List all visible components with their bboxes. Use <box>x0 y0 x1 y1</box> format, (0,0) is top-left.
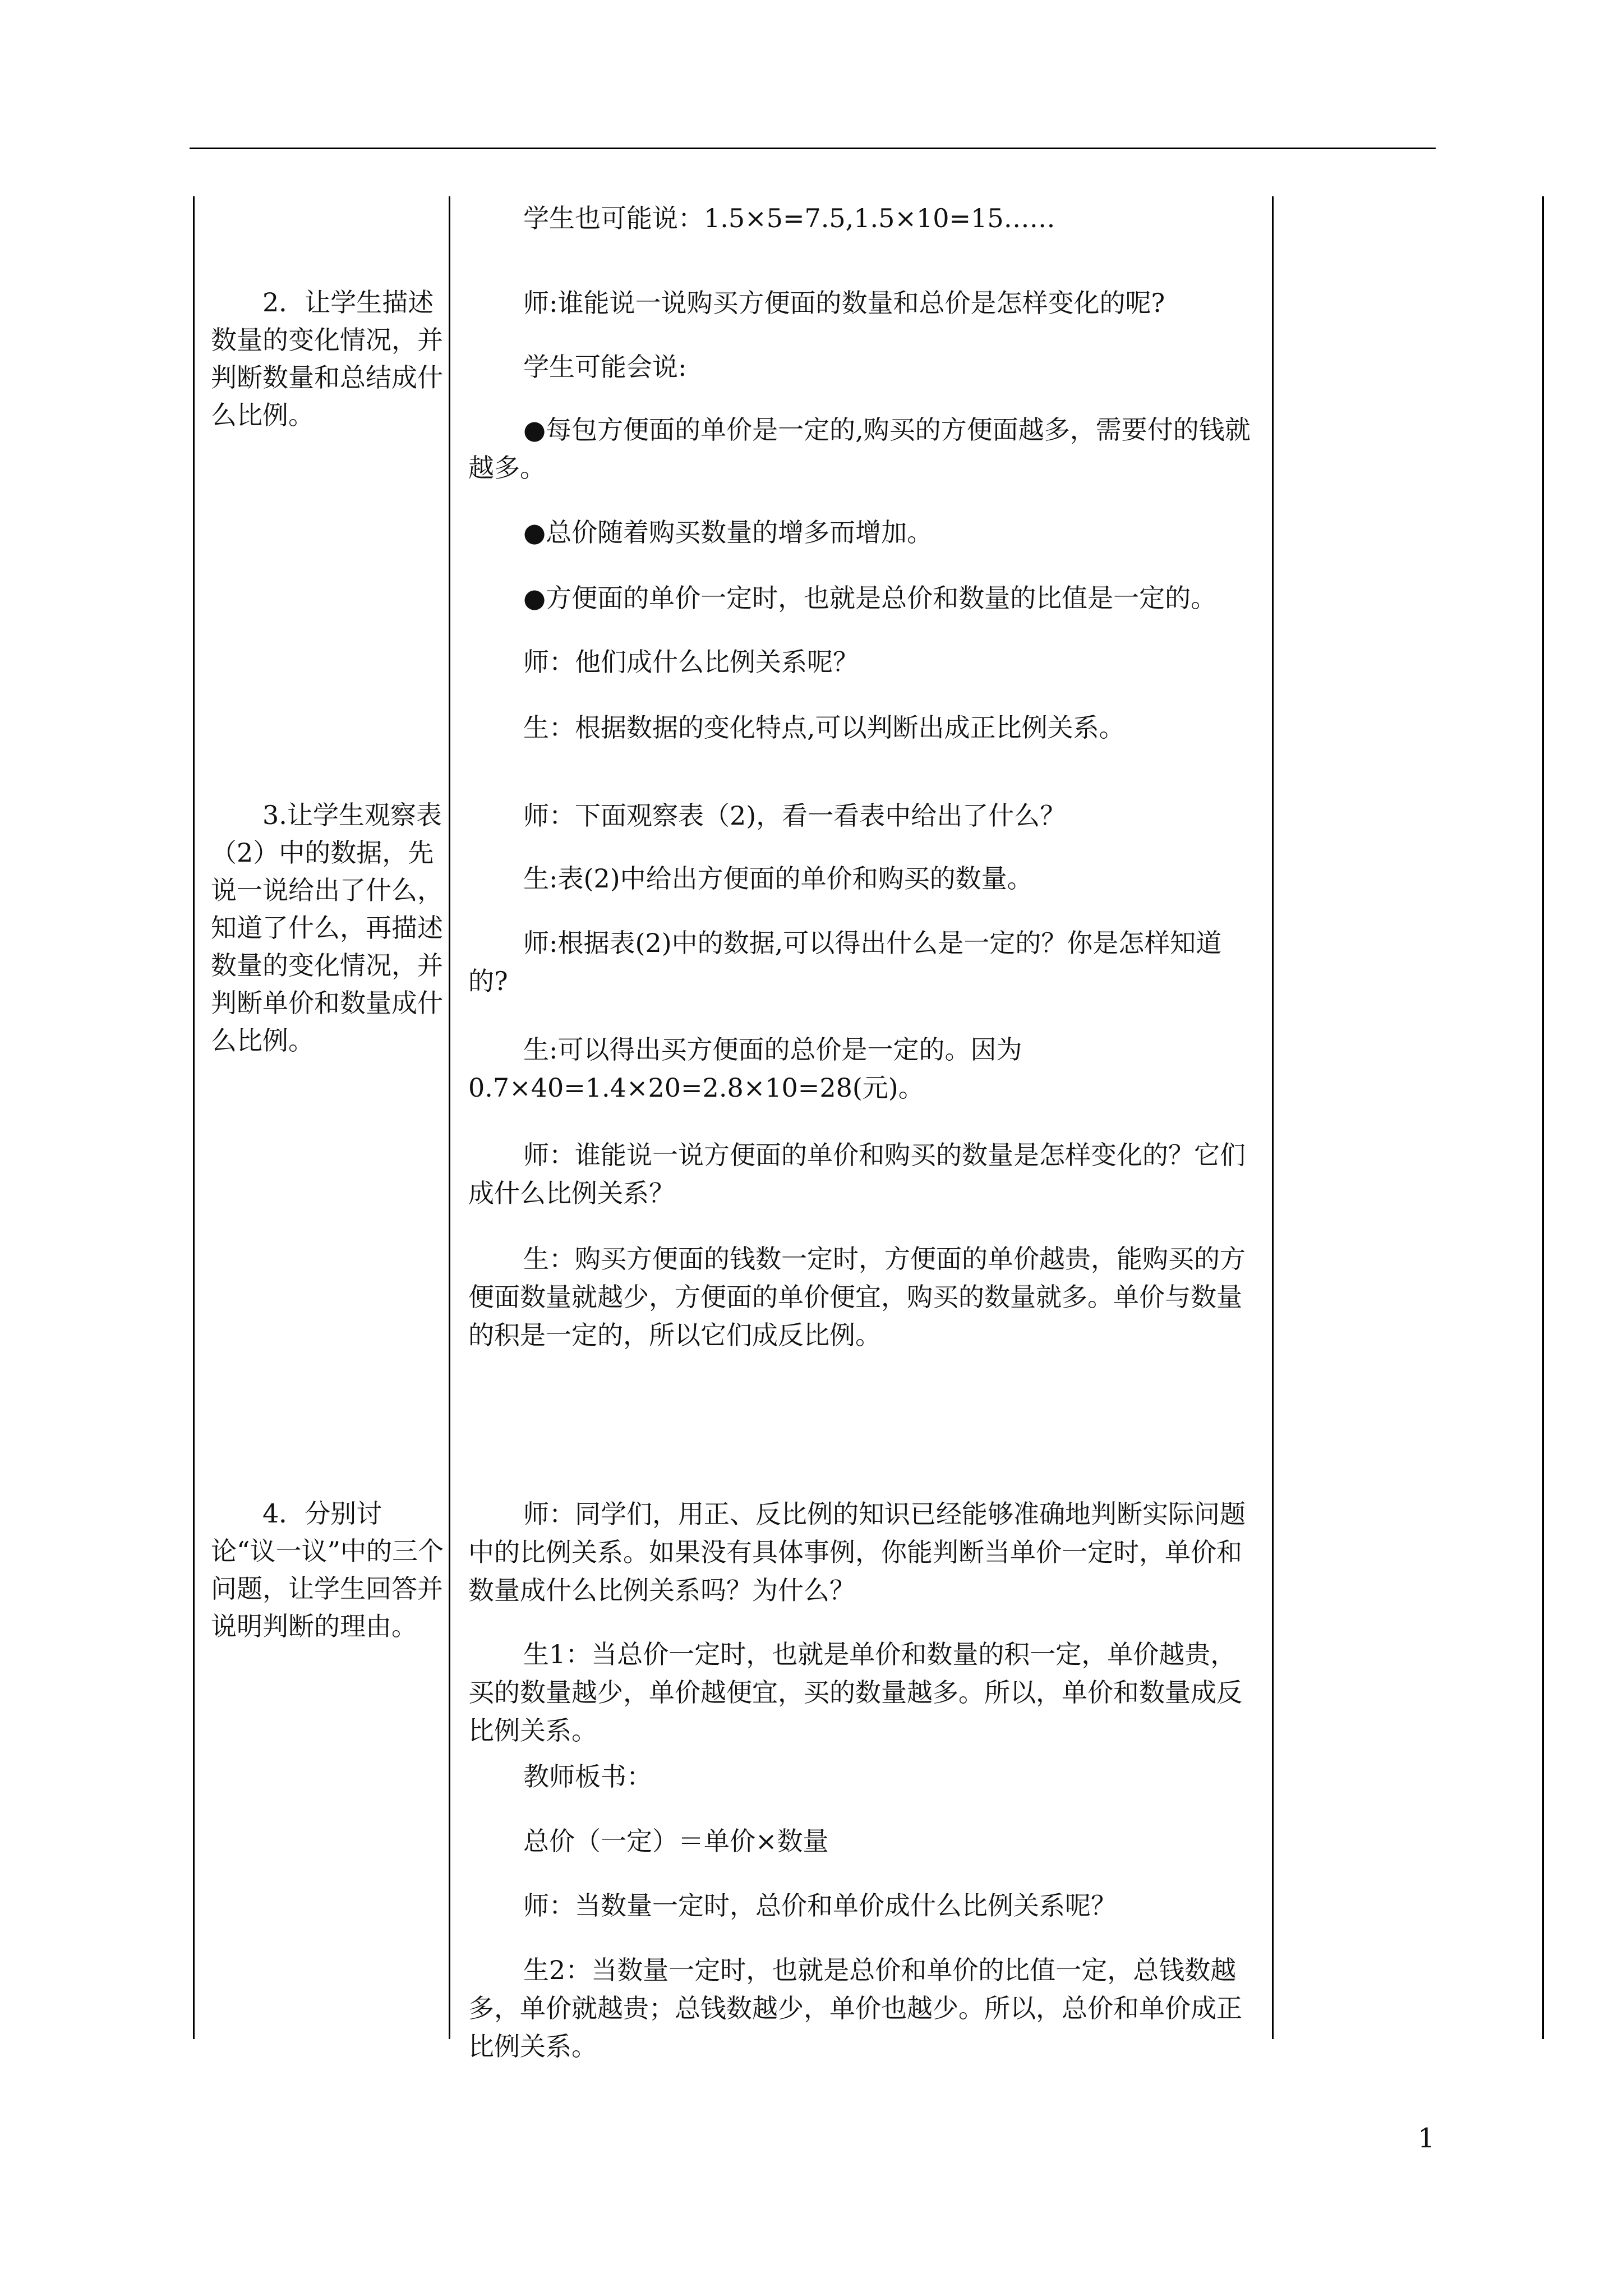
paragraph-8: 生：根据数据的变化特点,可以判断出成正比例关系。 <box>523 712 1125 743</box>
page-number: 1 <box>1418 2123 1435 2154</box>
table-border-left <box>193 196 195 2039</box>
table-border-right <box>1542 196 1544 2039</box>
paragraph-4: ●每包方便面的单价是一定的,购买的方便面越多，需要付的钱就越多。 <box>468 415 1251 483</box>
table-divider-2 <box>1272 196 1274 2039</box>
paragraph-17: 教师板书： <box>523 1761 652 1792</box>
paragraph-13: 师：谁能说一说方便面的单价和购买的数量是怎样变化的？它们成什么比例关系？ <box>468 1140 1246 1208</box>
paragraph-18: 总价（一定）＝单价×数量 <box>523 1826 829 1856</box>
paragraph-16: 生1：当总价一定时，也就是单价和数量的积一定，单价越贵，买的数量越少，单价越便宜，买的数量越多。所以，单价和数量成反比例关系。 <box>468 1639 1242 1746</box>
paragraph-11: 师:根据表(2)中的数据,可以得出什么是一定的？你是怎样知道的? <box>468 928 1222 996</box>
step-3-description: 3.让学生观察表（2）中的数据，先说一说给出了什么，知道了什么，再描述数量的变化情况，并判断单价和数量成什么比例。 <box>211 800 443 1056</box>
paragraph-10: 生:表(2)中给出方便面的单价和购买的数量。 <box>523 863 1033 894</box>
paragraph-3: 学生可能会说: <box>523 352 687 382</box>
paragraph-7: 师：他们成什么比例关系呢？ <box>523 647 859 677</box>
step-4-description: 4．分别讨论“议一议”中的三个问题，让学生回答并说明判断的理由。 <box>211 1498 444 1641</box>
paragraph-5: ●总价随着购买数量的增多而增加。 <box>523 517 933 547</box>
paragraph-15: 师：同学们，用正、反比例的知识已经能够准确地判断实际问题中的比例关系。如果没有具体事例，你能判断当单价一定时，单价和数量成什么比例关系吗？为什么？ <box>468 1499 1246 1605</box>
paragraph-6: ●方便面的单价一定时，也就是总价和数量的比值是一定的。 <box>523 583 1217 613</box>
paragraph-19: 师：当数量一定时，总价和单价成什么比例关系呢？ <box>523 1890 1117 1921</box>
step-2-description: 2．让学生描述数量的变化情况，并判断数量和总结成什么比例。 <box>211 287 443 430</box>
paragraph-1: 学生也可能说：1.5×5=7.5,1.5×10=15…… <box>523 203 1055 233</box>
paragraph-20: 生2：当数量一定时，也就是总价和单价的比值一定，总钱数越多，单价就越贵；总钱数越少，单价也越少。所以，总价和单价成正比例关系。 <box>468 1955 1242 2062</box>
paragraph-14: 生：购买方便面的钱数一定时，方便面的单价越贵，能购买的方便面数量就越少，方便面的单价便宜，购买的数量就多。单价与数量的积是一定的，所以它们成反比例。 <box>468 1244 1246 1350</box>
paragraph-12: 生:可以得出买方便面的总价是一定的。因为0.7×40=1.4×20=2.8×10=28(元)。 <box>468 1034 1022 1103</box>
paragraph-9: 师：下面观察表（2)，看一看表中给出了什么？ <box>523 800 1066 831</box>
header-rule <box>190 148 1436 149</box>
paragraph-2: 师:谁能说一说购买方便面的数量和总价是怎样变化的呢? <box>523 288 1165 318</box>
table-divider-1 <box>449 196 450 2039</box>
